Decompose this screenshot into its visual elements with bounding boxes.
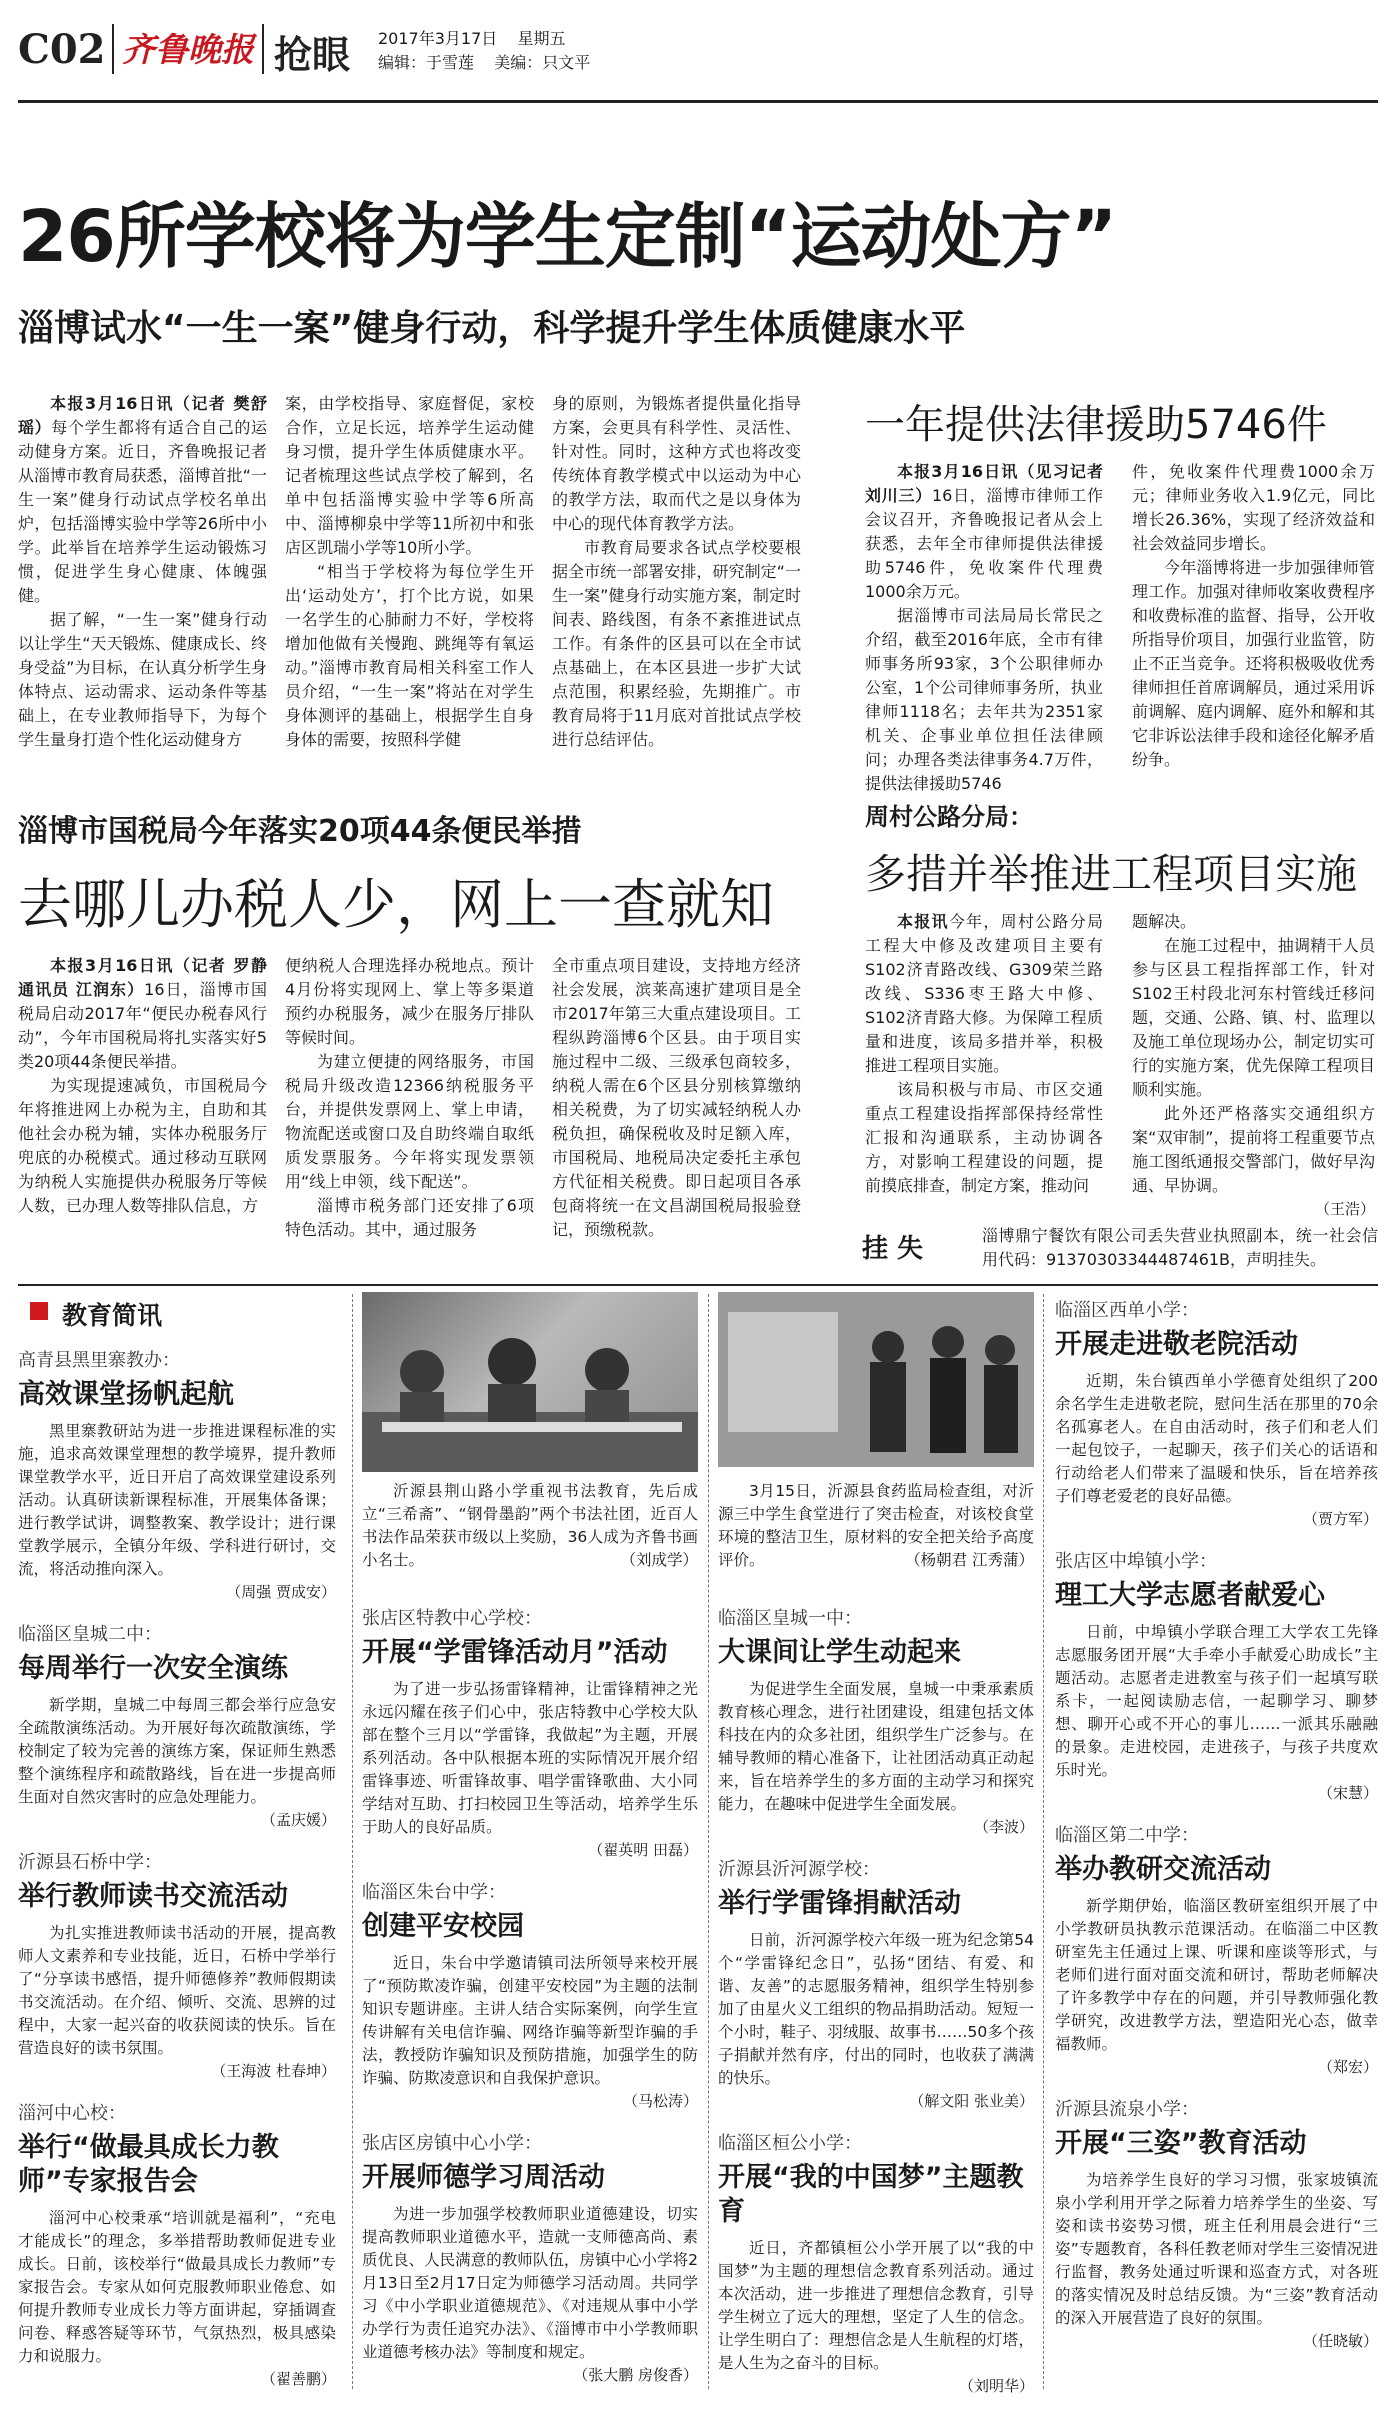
zhoucun-paragraph: 题解决。 xyxy=(1132,912,1197,931)
tax-col-2 xyxy=(285,954,534,1242)
masthead-divider-2 xyxy=(262,24,264,74)
section-marker-icon xyxy=(30,1302,48,1320)
lead-paragraph: 市教育局要求各试点学校要根据全市统一部署安排，研究制定“一生一案”健身行动实施方案，制定时间表、路线图，有条不紊推进试点工作。有条件的区县可以在全市试点基础上，在本区县进一步扩大试点范围，积累经验，先期推广。市教育局将于11月底对首批试点学校进行总结评估。 xyxy=(552,538,801,749)
brief-title: 创建平安校园 xyxy=(362,1911,524,1942)
brief-title: 理工大学志愿者献爱心 xyxy=(1055,1580,1325,1611)
tax-paragraph: 为实现提速减负，市国税局今年将推进网上办税为主，自助和其他社会办税为辅，实体办税服务厅兜底的办税模式。通过移动互联网为纳税人实施提供办税服务厅等候人数，已办理人数等排队信息，方 xyxy=(18,1076,267,1215)
calligraphy-class-photo xyxy=(362,1292,698,1472)
legal-aid-col-2 xyxy=(1132,460,1375,772)
brief-body: 为培养学生良好的学习习惯，张家坡镇流泉小学利用开学之际着力培养学生的坐姿、写姿和读书姿势习惯，班主任利用晨会进行“三姿”专题教育，各科任教老师对学生三姿情况进行监督，教务处通过听课和巡查方式，对各班的落实情况及时总结反馈。为“三姿”教育活动的深入开展营造了良好的氛围。 xyxy=(1055,2171,1378,2327)
weekday-text: 星期五 xyxy=(517,29,566,48)
tax-paragraph: 淄博市税务部门还安排了6项特色活动。其中，通过服务 xyxy=(285,1196,534,1239)
brief-byline: （李波） xyxy=(973,1818,1034,1836)
brief-item xyxy=(718,1604,1034,1837)
legal-aid-headline: 一年提供法律援助5746件 xyxy=(865,402,1327,448)
food-inspection-photo xyxy=(718,1292,1034,1467)
brief-body: 新学期伊始，临淄区教研室组织开展了中小学教研员执教示范课活动。在临淄二中区教研室先主任通过上课、听课和座谈等形式，与老师们进行面对面交流和研讨，帮助老师解决了许多教学中存在的问题，并引导教师强化教学研究，改进教学方法，塑造阳光心态，做幸福教师。 xyxy=(1055,1897,1378,2053)
lead-headline: 26所学校将为学生定制“运动处方” xyxy=(18,195,1117,278)
brief-byline: （张大鹏 房俊香） xyxy=(573,2366,698,2384)
brief-item xyxy=(718,2129,1034,2396)
zhoucun-paragraph: 该局积极与市局、市区交通重点工程建设指挥部保持经常性汇报和沟通联系，主动协调各方，对影响工程建设的问题，提前摸底排查，制定方案，推动问 xyxy=(865,1080,1103,1195)
masthead-divider xyxy=(112,24,114,74)
photo-credit: （杨朝君 江秀蒲） xyxy=(905,1551,1034,1569)
lead-paragraph: 每个学生都将有适合自己的运动健身方案。近日，齐鲁晚报记者从淄博市教育局获悉，淄博首批“一生一案”健身行动试点学校名单出炉，包括淄博实验中学等26所中小学。此举旨在培养学生运动锻炼习惯，促进学生身心健康、体魄强健。 xyxy=(18,418,267,605)
brief-title: 开展“我的中国梦”主题教育 xyxy=(718,2162,1024,2227)
brief-source: 沂源县石桥中学： xyxy=(18,1852,162,1873)
legal-paragraph: 16日，淄博市律师工作会议召开，齐鲁晚报记者从会上获悉，去年全市律师提供法律援助5746件，免收案件代理费1000余万元。 xyxy=(865,486,1103,601)
briefs-column-2 xyxy=(362,1604,698,2403)
legal-paragraph: 据淄博市司法局局长常民之介绍，截至2016年底，全市有律师事务所93家，3个公职律师办公室，1个公司律师事务所，执业律师1118名；去年共为2351家机关、企事业单位担任法律顾问；办理各类法律事务4.7万件，提供法律援助5746 xyxy=(865,606,1103,793)
brief-title: 开展走进敬老院活动 xyxy=(1055,1329,1298,1360)
inspectors-illustration xyxy=(718,1292,1034,1467)
page-code: C02 xyxy=(18,26,106,73)
section-name: 抢眼 xyxy=(274,33,351,77)
briefs-section-header xyxy=(18,1294,348,1332)
brief-item xyxy=(18,1620,336,1830)
photo-caption-text: 3月15日，沂源县食药监局检查组，对沂源三中学生食堂进行了突击检查，对该校食堂环境的整洁卫生，原材料的安全把关给予高度评价。 xyxy=(718,1482,1034,1569)
masthead-rule xyxy=(18,100,1378,103)
brief-source: 临淄区第二中学： xyxy=(1055,1825,1199,1846)
notice-label: 挂 失 xyxy=(862,1234,924,1264)
briefs-column-1 xyxy=(18,1346,336,2407)
tax-paragraph: 全市重点项目建设，支持地方经济社会发展，滨莱高速扩建项目是全市2017年第三大重点建设项目。工程纵跨淄博6个区县。由于项目实施过程中二级、三级承包商较多，纳税人需在6个区县分别核算缴纳相关税费，为了切实减轻纳税人办税负担，确保税收及时足额入库，市国税局、地税局决定委托主承包方代征相关税费。即日起项目各承包商将统一在文昌湖国税局报验登记，预缴税款。 xyxy=(552,956,801,1239)
briefs-divider xyxy=(18,1284,1378,1286)
brief-body: 近日，朱台中学邀请镇司法所领导来校开展了“预防欺凌诈骗，创建平安校园”为主题的法制知识专题讲座。主讲人结合实际案例，向学生宣传讲解有关电信诈骗、网络诈骗等新型诈骗的手法，教授防诈骗知识及预防措施，加强学生的防诈骗、防欺凌意识和自我保护意识。 xyxy=(362,1954,698,2087)
brief-source: 临淄区皇城一中： xyxy=(718,1608,862,1629)
brief-item xyxy=(362,1604,698,1860)
lead-paragraph: 案，由学校指导、家庭督促，家校合作，立足长远，培养学生运动健身习惯，提升学生体质健康水平。记者梳理这些试点学校了解到，名单中包括淄博实验中学等6所高中、淄博柳泉中学等11所初中和张店区凯瑞小学等10所小学。 xyxy=(285,394,534,557)
brief-byline: （解文阳 张业美） xyxy=(909,2092,1034,2110)
brief-source: 沂源县沂河源学校： xyxy=(718,1859,880,1880)
brief-byline: （贾方军） xyxy=(1302,1510,1378,1528)
column-separator xyxy=(708,1294,709,2389)
brief-byline: （马松涛） xyxy=(622,2092,698,2110)
brief-source: 淄河中心校： xyxy=(18,2103,126,2124)
brief-title: 大课间让学生动起来 xyxy=(718,1637,961,1668)
brief-body: 黑里寨教研站为进一步推进课程标准的实施，追求高效课堂理想的教学境界，提升教师课堂教学水平，近日开启了高效课堂建设系列活动。认真研读新课程标准，开展集体备课；进行教学试讲，调整教案、教学设计；进行课堂教学展示，全镇分年级、学科进行研讨，交流，将活动推向深入。 xyxy=(18,1422,336,1578)
brief-item xyxy=(1055,2095,1378,2351)
lead-subhead: 淄博试水“一生一案”健身行动，科学提升学生体质健康水平 xyxy=(18,308,966,349)
issue-date xyxy=(378,26,565,49)
legal-paragraph: 件，免收案件代理费1000余万元；律师业务收入1.9亿元，同比增长26.36%，实现了经济效益和社会效益同步增长。 xyxy=(1132,462,1375,553)
brief-byline: （任晓敏） xyxy=(1302,2332,1378,2350)
brief-title: 每周举行一次安全演练 xyxy=(18,1653,288,1684)
brief-item xyxy=(18,1848,336,2081)
brief-body: 近期，朱台镇西单小学德育处组织了200余名学生走进敬老院，慰问生活在那里的70余名孤寡老人。在自由活动时，孩子们和老人们一起包饺子，一起聊天，孩子们关心的话语和行动给老人们带来了温暖和快乐，旨在培养孩子们尊老爱老的良好品德。 xyxy=(1055,1372,1378,1505)
brief-source: 张店区中埠镇小学： xyxy=(1055,1551,1217,1572)
tax-headline: 去哪儿办税人少，网上一查就知 xyxy=(18,873,774,936)
brief-byline: （刘明华） xyxy=(958,2377,1034,2395)
brief-body: 新学期，皇城二中每周三都会举行应急安全疏散演练活动。为开展好每次疏散演练，学校制定了较为完善的演练方案，保证师生熟悉整个演练程序和疏散路线，旨在进一步提高师生面对自然灾害时的应急处理能力。 xyxy=(18,1696,336,1806)
brief-title: 高效课堂扬帆起航 xyxy=(18,1379,234,1410)
tax-dateline: 本报3月16日讯（记者 罗静 通讯员 江润东） xyxy=(18,956,267,999)
tax-kicker: 淄博市国税局今年落实20项44条便民举措 xyxy=(18,814,582,849)
brief-source: 高青县黑里寨教办： xyxy=(18,1350,180,1371)
brief-item xyxy=(1055,1547,1378,1803)
brief-item xyxy=(1055,1296,1378,1529)
photo-2-caption xyxy=(718,1480,1034,1572)
brief-body: 日前，中埠镇小学联合理工大学农工先锋志愿服务团开展“大手牵小手献爱心助成长”主题活动。志愿者走进教室与孩子们一起填写联系卡，一起阅读励志信，一起聊学习、聊梦想、聊开心或不开心的事儿……一派其乐融融的景象。走进校园，走进孩子，与孩子共度欢乐时光。 xyxy=(1055,1623,1378,1779)
brief-title: 举行“做最具成长力教师”专家报告会 xyxy=(18,2132,279,2197)
lead-paragraph: “相当于学校将为每位学生开出‘运动处方’，打个比方说，如果一名学生的心肺耐力不好，学校将增加他做有关慢跑、跳绳等有氧运动。”淄博市教育局相关科室工作人员介绍，“一生一案”将站在对学生身体测评的基础上，根据学生自身身体的需要，按照科学健 xyxy=(285,562,534,749)
staff-credits xyxy=(378,50,590,73)
legal-aid-col-1 xyxy=(865,460,1103,796)
editor-credit: 编辑：于雪莲 xyxy=(378,53,475,72)
lead-paragraph: 身的原则，为锻炼者提供量化指导方案，会更具有科学性、灵活性、针对性。同时，这种方式也将改变传统体育教学模式中以运动为中心的教学方法，取而代之是以身体为中心的现代体育教学方法。 xyxy=(552,394,801,533)
brief-source: 张店区房镇中心小学： xyxy=(362,2133,542,2154)
brief-item xyxy=(18,2099,336,2389)
brief-title: 举办教研交流活动 xyxy=(1055,1854,1271,1885)
zhoucun-paragraph: 今年，周村公路分局工程大中修及改建项目主要有S102济青路改线、G309荣兰路改线、S336枣王路大中修、S102济青路大修。为保障工程质量和进度，该局多措并举，积极推进工程项目实施。 xyxy=(865,912,1103,1075)
brief-body: 为促进学生全面发展，皇城一中秉承素质教育核心理念，进行社团建设，组建包括文体科技在内的众多社团，组织学生广泛参与。在辅导教师的精心准备下，让社团活动真正动起来，旨在培养学生的多方面的主动学习和探究能力，在趣味中促进学生全面发展。 xyxy=(718,1680,1034,1813)
brief-title: 举行学雷锋捐献活动 xyxy=(718,1888,961,1919)
brief-item xyxy=(362,2129,698,2385)
brief-body: 日前，沂河源学校六年级一班为纪念第54个“学雷锋纪念日”，弘扬“团结、有爱、和谐、友善”的志愿服务精神，组织学生特别参加了由星火义工组织的物品捐助活动。短短一个小时，鞋子、羽绒服、故事书……50多个孩子捐献并然有序，付出的同时，也收获了满满的快乐。 xyxy=(718,1931,1034,2087)
brief-source: 张店区特教中心学校： xyxy=(362,1608,542,1629)
brief-byline: （翟英明 田磊） xyxy=(588,1841,698,1859)
zhoucun-paragraph: 此外还严格落实交通组织方案“双审制”，提前将工程重要节点施工图纸通报交警部门，做好早沟通、早协调。 xyxy=(1132,1104,1375,1195)
brief-byline: （周强 贾成安） xyxy=(226,1583,336,1601)
zhoucun-headline: 多措并举推进工程项目实施 xyxy=(865,850,1357,898)
photo-1-caption xyxy=(362,1480,698,1572)
masthead xyxy=(0,0,1395,100)
legal-paragraph: 今年淄博将进一步加强律师管理工作。加强对律师收案收费程序和收费标准的监督、指导，公开收所指导价项目，加强行业监管，防止不正当竞争。还将积极吸收优秀律师担任首席调解员，通过采用诉前调解、庭内调解、庭外和解和其它非诉讼法律手段和途径化解矛盾纷争。 xyxy=(1132,558,1375,769)
brief-byline: （王海波 杜春坤） xyxy=(211,2062,336,2080)
brief-source: 临淄区朱台中学： xyxy=(362,1882,506,1903)
students-writing-illustration xyxy=(362,1292,698,1472)
column-separator xyxy=(352,1294,353,2389)
brief-item xyxy=(718,1855,1034,2111)
notice-text: 淄博鼎宁餐饮有限公司丢失营业执照副本，统一社会信用代码：91370303344487461B，声明挂失。 xyxy=(982,1226,1378,1269)
zhoucun-kicker: 周村公路分局： xyxy=(865,803,1033,831)
lead-paragraph: 据了解，“一生一案”健身行动以让学生“天天锻炼、健康成长、终身受益”为目标，在认真分析学生身体特点、运动需求、运动条件等基础上，在专业教师指导下，为每个学生量身打造个性化运动健身方 xyxy=(18,610,267,749)
brief-body: 为扎实推进教师读书活动的开展，提高教师人文素养和专业技能，近日，石桥中学举行了“分享读书感悟，提升师德修养”教师假期读书交流活动。在介绍、倾听、交流、思辨的过程中，大家一起兴奋的收获阅读的快乐。旨在营造良好的读书氛围。 xyxy=(18,1924,336,2057)
zhoucun-dateline: 本报讯 xyxy=(897,912,949,931)
brief-byline: （翟善鹏） xyxy=(260,2370,336,2388)
brief-source: 临淄区皇城二中： xyxy=(18,1624,162,1645)
paper-name-logo: 齐鲁晚报 xyxy=(122,30,254,69)
zhoucun-paragraph: 在施工过程中，抽调精干人员参与区县工程指挥部工作，针对S102王村段北河东村管线迁移问题，交通、公路、镇、村、监理以及施工单位现场办公，制定切实可行的实施方案，优先保障工程项目顺利实施。 xyxy=(1132,936,1375,1099)
brief-byline: （宋慧） xyxy=(1317,1784,1378,1802)
brief-item xyxy=(18,1346,336,1602)
brief-source: 临淄区桓公小学： xyxy=(718,2133,862,2154)
tax-col-3 xyxy=(552,954,801,1242)
brief-source: 沂源县流泉小学： xyxy=(1055,2099,1199,2120)
tax-paragraph: 为建立便捷的网络服务，市国税局升级改造12366纳税服务平台，并提供发票网上、掌上申请，物流配送或窗口及自助终端自取纸质发票服务。今年将实现发票领用“线上申领，线下配送”。 xyxy=(285,1052,534,1191)
briefs-section-title: 教育简讯 xyxy=(62,1301,163,1330)
brief-body: 为进一步加强学校教师职业道德建设，切实提高教师职业道德水平，造就一支师德高尚、素质优良、人民满意的教师队伍，房镇中心小学将2月13日至2月17日定为师德学习活动周。共同学习《中小学职业道德规范》、《对违规从事中小学办学行为责任追究办法》、《淄博市中小学教师职业道德考核办法》等制度和规定。 xyxy=(362,2205,698,2361)
photo-caption-text: 沂源县荆山路小学重视书法教育，先后成立“三希斋”、“钢骨墨韵”两个书法社团，近百人书法作品荣获市级以上奖励，36人成为齐鲁书画小名士。 xyxy=(362,1482,698,1569)
tax-col-1 xyxy=(18,954,267,1218)
zhoucun-col-1 xyxy=(865,910,1103,1198)
brief-body: 近日，齐都镇桓公小学开展了以“我的中国梦”为主题的理想信念教育系列活动。通过本次活动，进一步推进了理想信念教育，引导学生树立了远大的理想，坚定了人生的信念。让学生明白了：理想信念是人生航程的灯塔，是人生为之奋斗的目标。 xyxy=(718,2239,1034,2372)
brief-byline: （孟庆媛） xyxy=(260,1811,336,1829)
brief-item xyxy=(362,1878,698,2111)
brief-title: 举行教师读书交流活动 xyxy=(18,1881,288,1912)
brief-body: 为了进一步弘扬雷锋精神，让雷锋精神之光永远闪耀在孩子们心中，张店特教中心学校大队部在整个三月以“学雷锋，我做起”为主题，开展系列活动。各中队根据本班的实际情况开展介绍雷锋事迹、听雷锋故事、唱学雷锋歌曲、大小同学结对互助、打扫校园卫生等活动，培养学生乐于助人的良好品质。 xyxy=(362,1680,698,1836)
lead-col-3 xyxy=(552,392,801,752)
designer-credit: 美编：只文平 xyxy=(494,53,591,72)
brief-body: 淄河中心校秉承“培训就是福利”，“充电才能成长”的理念，多举措帮助教师促进专业成长。日前，该校举行“做最具成长力教师”专家报告会。专家从如何克服教师职业倦怠、如何提升教师专业成长力等方面讲起，穿插调查问卷、释惑答疑等环节，气氛热烈，极具感染力和说服力。 xyxy=(18,2209,336,2365)
brief-item xyxy=(1055,1821,1378,2077)
tax-paragraph: 16日，淄博市国税局启动2017年“便民办税春风行动”，今年市国税局将扎实落实好5类20项44条便民举措。 xyxy=(18,980,267,1071)
lead-dateline: 本报3月16日讯（记者 樊舒瑶） xyxy=(18,394,267,437)
lead-col-2 xyxy=(285,392,534,752)
date-text: 2017年3月17日 xyxy=(378,29,498,48)
brief-title: 开展“三姿”教育活动 xyxy=(1055,2128,1307,2159)
column-separator xyxy=(1043,1294,1044,2389)
zhoucun-col-2 xyxy=(1132,910,1375,1219)
briefs-column-4 xyxy=(1055,1296,1378,2369)
brief-source: 临淄区西单小学： xyxy=(1055,1300,1199,1321)
brief-title: 开展“学雷锋活动月”活动 xyxy=(362,1637,668,1668)
photo-credit: （刘成学） xyxy=(620,1551,698,1569)
brief-byline: （郑宏） xyxy=(1317,2058,1378,2076)
notice-box xyxy=(850,1216,1378,1276)
tax-paragraph: 便纳税人合理选择办税地点。预计4月份将实现网上、掌上等多渠道预约办税服务，减少在服务厅排队等候时间。 xyxy=(285,956,534,1047)
zhoucun-byline: （王浩） xyxy=(1314,1200,1375,1218)
legal-dateline: 本报3月16日讯（见习记者 刘川三） xyxy=(865,462,1103,505)
lead-col-1 xyxy=(18,392,267,752)
brief-title: 开展师德学习周活动 xyxy=(362,2162,605,2193)
briefs-column-3 xyxy=(718,1604,1034,2414)
